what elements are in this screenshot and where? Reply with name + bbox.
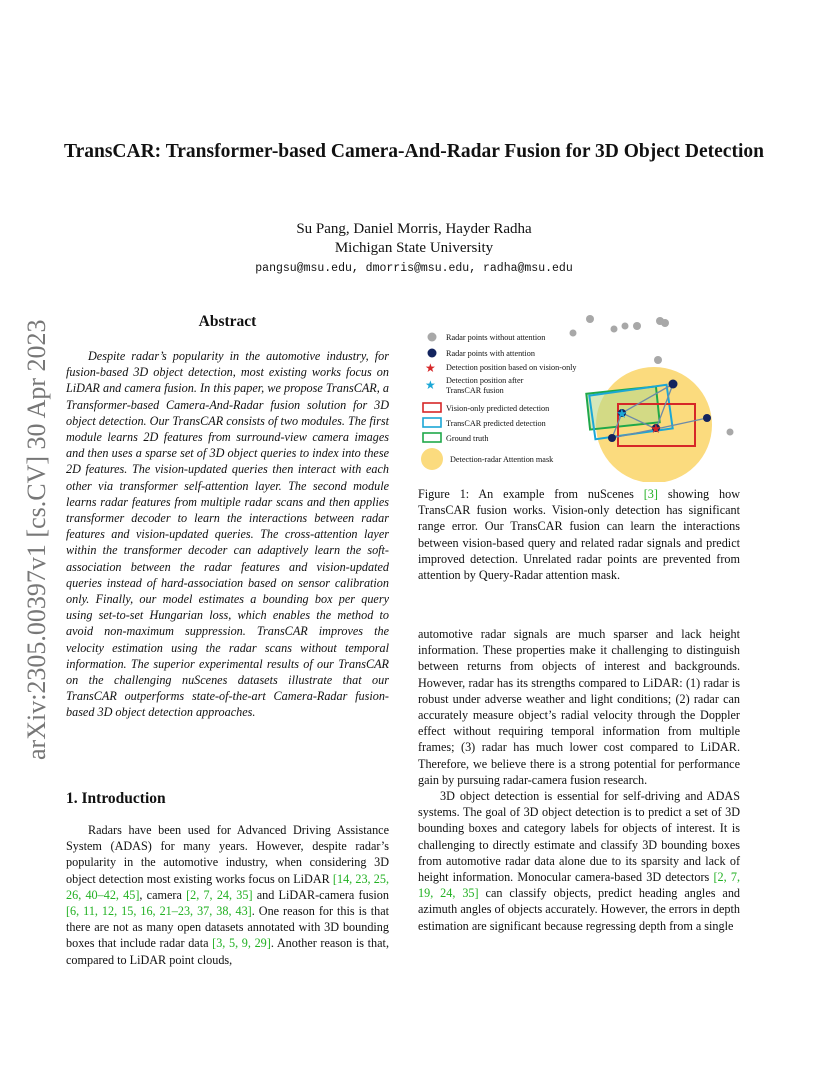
legend-label-transcar-star-2: TransCAR fusion [446,386,504,395]
intro-text-b: , camera [139,887,187,902]
abstract-heading: Abstract [198,313,257,330]
legend-red-star-icon: ★ [425,361,436,375]
caption-text-a: Figure 1: An example from nuScenes [418,487,644,501]
paper-title: TransCAR: Transformer-based Camera-And-Radar Fusion for 3D Object Detection [64,141,764,162]
vision-only-star-icon: ★ [650,421,662,436]
legend-green-box-icon [423,433,441,442]
legend-label-vision-star: Detection position based on vision-only [446,363,577,372]
figure-1-caption [418,486,740,583]
intro-text-a: Radars have been used for Advanced Driving Assistance System (ADAS) for many years. However, despite radar’s popularity in the automotive industry, when considering 3D object detection most existing works focus on LiDAR [66,823,389,886]
legend-grey-point-icon [428,333,437,342]
affiliation: Michigan State University [334,240,494,256]
right-text-a: 3D object detection is essential for self-driving and ADAS systems. The goal of 3D object detection is to predict a set of 3D bounding boxes and category labels for objects of interest. It is challenging to directly estimate and classify 3D bounding boxes from automotive radar data alone due to its sparsity and lack of height information. Monocular camera-based 3D detectors [418,789,740,885]
abstract-body [66,348,389,721]
intro-text-d: . One reason for this is that there are not as many open datasets annotated with 3D bounding boxes that include radar data [66,904,389,951]
legend-mask-icon [421,448,443,470]
author-block [60,220,768,258]
caption-text-b: showing how TransCAR fusion works. Vision-only detection has significant range error. Our TransCAR fusion can learn the interactions between vision-based query and related radar signals and predict improved detection. Unrelated radar points are prevented from attention by Query-Radar attention mask. [418,487,741,583]
authors: Su Pang, Daniel Morris, Hayder Radha [296,221,532,237]
citation-radar-datasets[interactable]: [3, 5, 9, 29] [212,936,271,951]
legend-label-transcar-star-1: Detection position after [446,376,524,385]
introduction-heading: 1. Introduction [66,790,166,807]
legend-label-transcar-box: TransCAR predicted detection [446,419,546,428]
legend-attention-point-icon [428,349,437,358]
legend-label-vision-box: Vision-only predicted detection [446,404,550,413]
legend-label-mask: Detection-radar Attention mask [450,455,554,464]
legend-blue-star-icon: ★ [425,378,436,392]
citation-monocular[interactable]: [2, 7, 19, 24, 35] [418,870,740,901]
legend-blue-box-icon [423,418,441,427]
citation-fusion[interactable]: [6, 11, 12, 15, 16, 21–23, 37, 38, 43] [66,904,252,919]
legend-label-grey: Radar points without attention [446,333,546,342]
right-text-b: can classify objects, predict heading angles and azimuth angles of objects accurately. However, the errors in depth estimation are significant because regressing depth from a single [418,886,741,933]
transcar-star-icon: ★ [616,406,628,421]
intro-text-c: and LiDAR-camera fusion [252,887,389,902]
legend-label-ground-truth: Ground truth [446,434,489,443]
legend-red-box-icon [423,403,441,412]
right-column-body [418,626,740,934]
arxiv-sidebar-id: arXiv:2305.00397v1 [cs.CV] 30 Apr 2023 [22,319,51,760]
right-paragraph-1: automotive radar signals are much sparser and lack height information. These properties make it challenging to distinguish between returns from objects of interest and backgrounds. However, radar has its strengths compared to LiDAR: (1) radar is robust under adverse weather and light conditions; (2) radar can accurately measure object’s radial velocity through the Doppler effect without requiring temporal information from multiple frames; (3) radar has much lower cost compared to LiDAR. Therefore, we believe there is a strong potential for performance gain by pursuing radar-camera fusion research. [418,627,740,787]
right-paragraph-2 [418,788,740,934]
author-emails: pangsu@msu.edu, dmorris@msu.edu, radha@msu.edu [255,262,573,275]
intro-paragraph-1 [66,822,389,968]
citation-camera[interactable]: [2, 7, 24, 35] [186,887,253,902]
citation-nuscenes[interactable]: [3] [643,487,658,501]
legend-label-attention: Radar points with attention [446,349,535,358]
introduction-body [66,822,389,968]
citation-lidar[interactable]: [14, 23, 25, 26, 40–42, 45] [66,871,389,902]
abstract-text: Despite radar’s popularity in the automotive industry, for fusion-based 3D object detection, most existing works focus on LiDAR and camera fusion. In this paper, we propose TransCAR, a Transformer-based Camera-And-Radar fusion solution for 3D object detection. Our TransCAR consists of two modules. The first module learns 2D features from surround-view camera images and then uses a sparse set of 3D object queries to index into these 2D features. The vision-updated queries then interact with each other via transformer self-attention layer. The second module learns radar features from multiple radar scans and then applies transformer decoder to learn the interactions between radar features and vision-updated queries. The cross-attention layer within the transformer decoder can adaptively learn the soft-association between the radar features and vision-updated queries instead of hard-association based on sensor calibration only. Finally, our model estimates a bounding box per query using set-to-set Hungarian loss, which enables the method to avoid non-maximum suppression. TransCAR improves the velocity estimation using the radar scans without temporal information. The superior experimental results of our TransCAR on the challenging nuScenes datasets illustrate that our TransCAR outperforms state-of-the-art Camera-Radar fusion-based 3D object detection approaches. [66,349,389,720]
figure-1-diagram [420,312,750,482]
intro-text-e: . Another reason is that, compared to LiDAR point clouds, [66,936,389,967]
